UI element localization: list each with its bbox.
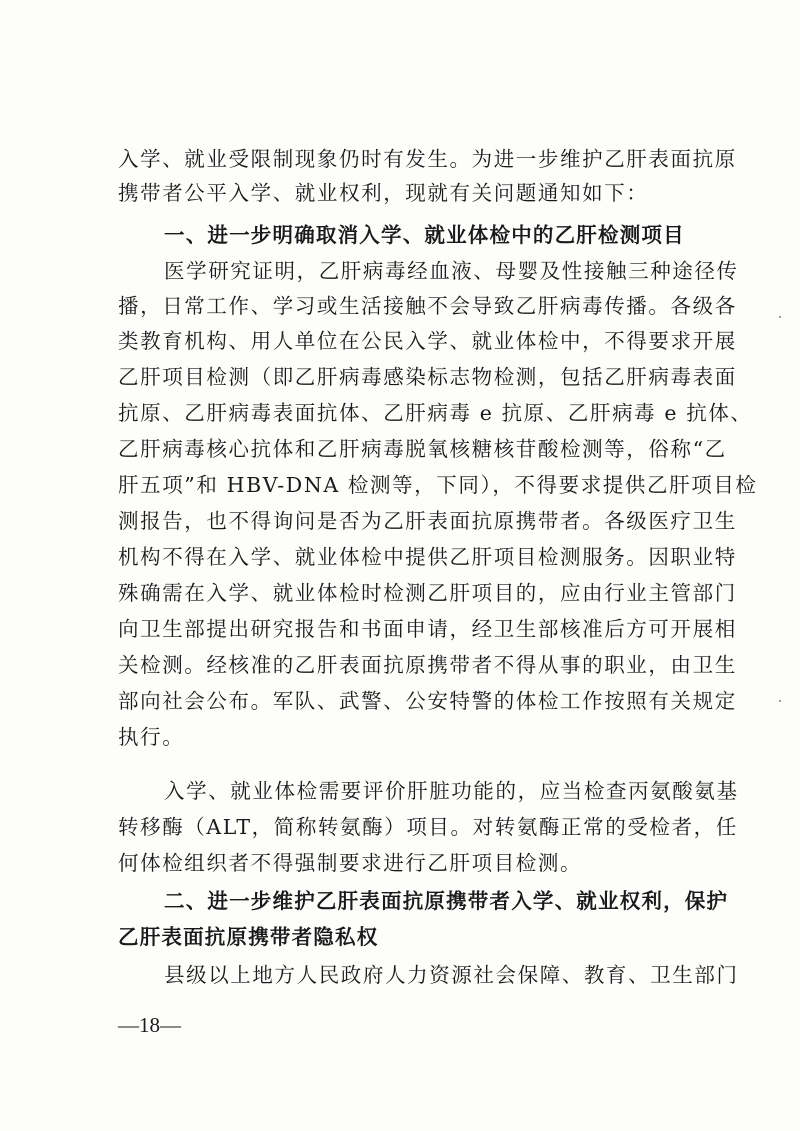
body-text-line: 县级以上地方人民政府人力资源社会保障、教育、卫生部门 — [164, 963, 739, 987]
body-text-line: 肝五项”和 HBV-DNA 检测等，下同），不得要求提供乙肝项目检 — [118, 473, 758, 497]
body-text-line: 携带者公平入学、就业权利，现就有关问题通知如下： — [118, 181, 649, 205]
body-text-line: 播，日常工作、学习或生活接触不会导致乙肝病毒传播。各级各 — [118, 294, 737, 318]
body-text-line: 抗原、乙肝病毒表面抗体、乙肝病毒 e 抗原、乙肝病毒 e 抗体、 — [118, 401, 753, 425]
body-text-line: 何体检组织者不得强制要求进行乙肝项目检测。 — [118, 851, 583, 875]
scan-mark — [779, 700, 781, 702]
section-heading-2-continued: 乙肝表面抗原携带者隐私权 — [118, 925, 379, 949]
body-text-line: 转移酶（ALT，简称转氨酶）项目。对转氨酶正常的受检者，任 — [118, 815, 738, 839]
body-text-line: 机构不得在入学、就业体检中提供乙肝项目检测服务。因职业特 — [118, 545, 737, 569]
body-text-line: 类教育机构、用人单位在公民入学、就业体检中，不得要求开展 — [118, 329, 737, 353]
body-text-line: 关检测。经核准的乙肝表面抗原携带者不得从事的职业，由卫生 — [118, 653, 737, 677]
body-text-line: 乙肝病毒核心抗体和乙肝病毒脱氧核糖核苷酸检测等，俗称“乙 — [118, 437, 727, 461]
body-text-line: 入学、就业体检需要评价肝脏功能的，应当检查丙氨酸氨基 — [164, 779, 739, 803]
body-text-line: 医学研究证明，乙肝病毒经血液、母婴及性接触三种途径传 — [164, 259, 739, 283]
body-text-line: 部向社会公布。军队、武警、公安特警的体检工作按照有关规定 — [118, 689, 737, 713]
body-text-line: 执行。 — [118, 725, 185, 749]
scan-mark — [779, 316, 781, 318]
body-text-line: 殊确需在入学、就业体检时检测乙肝项目的，应由行业主管部门 — [118, 581, 737, 605]
body-text-line: 入学、就业受限制现象仍时有发生。为进一步维护乙肝表面抗原 — [118, 147, 737, 171]
section-heading-2: 二、进一步维护乙肝表面抗原携带者入学、就业权利，保护 — [164, 889, 729, 913]
body-text-line: 向卫生部提出研究报告和书面申请，经卫生部核准后方可开展相 — [118, 617, 737, 641]
body-text-line: 测报告，也不得询问是否为乙肝表面抗原携带者。各级医疗卫生 — [118, 509, 737, 533]
body-text-line: 乙肝项目检测（即乙肝病毒感染标志物检测，包括乙肝病毒表面 — [118, 365, 737, 389]
page-number: —18— — [118, 1013, 181, 1037]
section-heading-1: 一、进一步明确取消入学、就业体检中的乙肝检测项目 — [164, 223, 685, 247]
